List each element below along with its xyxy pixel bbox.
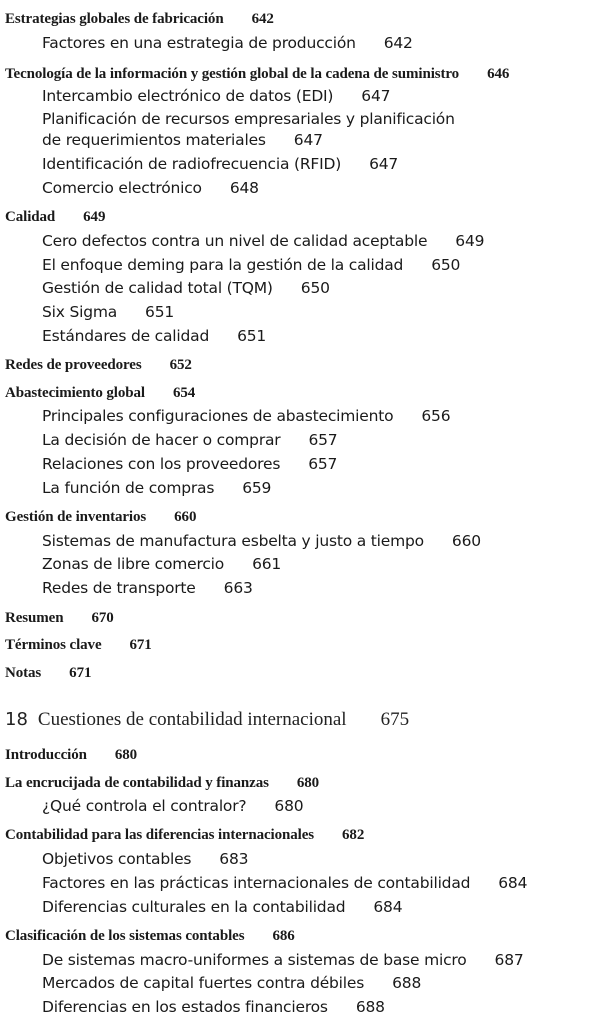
toc-subsection-entry: [42, 876, 600, 892]
entry-title: Diferencias en los estados financieros: [42, 998, 328, 1016]
toc-subsection-entry: [42, 234, 600, 250]
entry-title: Cuestiones de contabilidad internacional: [37, 709, 347, 730]
entry-title: Calidad: [5, 209, 56, 225]
entry-title: Resumen: [5, 610, 64, 626]
entry-title: Redes de proveedores: [5, 357, 142, 373]
chapter-number: 18: [5, 709, 28, 730]
toc-subsection-entry: [42, 305, 600, 321]
toc-section-entry: [5, 210, 600, 225]
entry-title: Intercambio electrónico de datos (EDI): [42, 87, 334, 105]
toc-section-entry: [5, 776, 600, 791]
toc-subsection-entry: [42, 481, 600, 497]
toc-subsection-entry: [42, 258, 600, 274]
page-number: 660: [174, 509, 197, 525]
toc-section-entry: [5, 510, 600, 525]
page-number: 657: [308, 455, 338, 473]
entry-title: Notas: [5, 665, 42, 681]
entry-title: Estrategias globales de fabricación: [5, 11, 224, 27]
page-number: 680: [296, 775, 320, 791]
page-number: 663: [223, 579, 253, 597]
entry-title: Principales configuraciones de abastecimiento: [42, 407, 394, 425]
toc-section-entry: [5, 638, 600, 653]
page-number: 652: [169, 357, 192, 373]
toc-subsection-entry: [42, 329, 600, 345]
page-number: 684: [373, 898, 403, 916]
toc-section-entry: [5, 828, 600, 843]
entry-title: Zonas de libre comercio: [42, 555, 225, 573]
toc-subsection-entry: [42, 900, 600, 916]
chapter-heading: [5, 710, 600, 729]
toc-section-entry: [5, 386, 600, 401]
entry-title: Sistemas de manufactura esbelta y justo a tiempo: [42, 532, 424, 550]
page-number: 675: [380, 709, 410, 730]
toc-section-entry: [5, 929, 600, 944]
toc-section-entry: [5, 12, 600, 27]
entry-title: Factores en una estrategia de producción: [42, 34, 356, 52]
toc-section-entry: [5, 67, 600, 82]
entry-title: Comercio electrónico: [42, 179, 202, 197]
page-number: 671: [69, 665, 92, 681]
toc-subsection-entry: [42, 433, 600, 449]
page-number: 684: [498, 874, 528, 892]
toc-subsection-entry: [42, 1000, 600, 1016]
page-number: 688: [392, 974, 422, 992]
entry-title: Introducción: [5, 747, 87, 763]
entry-title: Términos clave: [5, 637, 102, 653]
page-number: 648: [229, 179, 259, 197]
page-number: 682: [342, 827, 365, 843]
entry-title: Factores en las prácticas internacionales de contabilidad: [42, 874, 471, 892]
entry-title: Planificación de recursos empresariales y planificación: [42, 110, 455, 128]
page-number: 659: [242, 479, 272, 497]
entry-title: Objetivos contables: [42, 850, 192, 868]
entry-title: Cero defectos contra un nivel de calidad aceptable: [42, 232, 428, 250]
entry-title: Gestión de inventarios: [5, 509, 147, 525]
toc-subsection-entry: [42, 852, 600, 868]
entry-title: La decisión de hacer o comprar: [42, 431, 281, 449]
page-number: 686: [272, 928, 295, 944]
page-number: 683: [219, 850, 249, 868]
toc-subsection-entry: [42, 89, 600, 105]
page-number: 680: [114, 747, 138, 763]
page-number: 646: [487, 66, 510, 82]
toc-section-entry: [5, 611, 600, 626]
entry-title: Contabilidad para las diferencias internacionales: [5, 827, 315, 843]
toc-subsection-entry: [42, 133, 600, 149]
page-number: 650: [300, 279, 330, 297]
toc-subsection-entry: [42, 181, 600, 197]
toc-subsection-entry: [42, 157, 600, 173]
toc-subsection-entry: [42, 281, 600, 297]
page-number: 642: [251, 11, 274, 27]
entry-title: Redes de transporte: [42, 579, 196, 597]
entry-title: ¿Qué controla el contralor?: [42, 797, 247, 815]
page-number: 647: [361, 87, 391, 105]
entry-title: De sistemas macro-uniformes a sistemas de base micro: [42, 951, 467, 969]
page-number: 656: [421, 407, 451, 425]
entry-title: Six Sigma: [42, 303, 118, 321]
toc-subsection-entry: [42, 976, 600, 992]
entry-title: El enfoque deming para la gestión de la calidad: [42, 256, 404, 274]
page-number: 661: [252, 555, 282, 573]
toc-subsection-entry: [42, 457, 600, 473]
page-number: 687: [494, 951, 524, 969]
entry-title: Abastecimiento global: [5, 385, 145, 401]
page-number: 649: [83, 209, 106, 225]
entry-title: La encrucijada de contabilidad y finanzas: [5, 775, 269, 791]
page-number: 647: [369, 155, 399, 173]
toc-section-entry: [5, 358, 600, 373]
page-number: 651: [145, 303, 175, 321]
page-number: 660: [451, 532, 481, 550]
page-number: 654: [172, 385, 196, 401]
page-number: 649: [455, 232, 485, 250]
page-number: 650: [431, 256, 461, 274]
toc-subsection-entry: [42, 799, 600, 815]
entry-title: La función de compras: [42, 479, 215, 497]
page-number: 647: [293, 131, 323, 149]
page-number: 671: [129, 637, 152, 653]
entry-title: Identificación de radiofrecuencia (RFID): [42, 155, 342, 173]
page-number: 670: [91, 610, 114, 626]
toc-subsection-entry: [42, 581, 600, 597]
toc-section-entry: [5, 666, 600, 681]
toc-subsection-entry: [42, 953, 600, 969]
entry-title: Clasificación de los sistemas contables: [5, 928, 245, 944]
page-number: 657: [308, 431, 338, 449]
entry-title: Tecnología de la información y gestión global de la cadena de suministro: [5, 66, 460, 82]
entry-title: Gestión de calidad total (TQM): [42, 279, 273, 297]
entry-title: Estándares de calidad: [42, 327, 210, 345]
entry-title: de requerimientos materiales: [42, 131, 266, 149]
page-number: 688: [355, 998, 385, 1016]
toc-subsection-entry: [42, 557, 600, 573]
page-number: 680: [274, 797, 304, 815]
toc-section-entry: [5, 748, 600, 763]
entry-title: Diferencias culturales en la contabilidad: [42, 898, 346, 916]
toc-subsection-entry: [42, 112, 600, 128]
entry-title: Mercados de capital fuertes contra débiles: [42, 974, 365, 992]
page-number: 642: [383, 34, 413, 52]
toc-subsection-entry: [42, 534, 600, 550]
toc-subsection-entry: [42, 409, 600, 425]
entry-title: Relaciones con los proveedores: [42, 455, 281, 473]
toc-subsection-entry: [42, 36, 600, 52]
page-number: 651: [237, 327, 267, 345]
